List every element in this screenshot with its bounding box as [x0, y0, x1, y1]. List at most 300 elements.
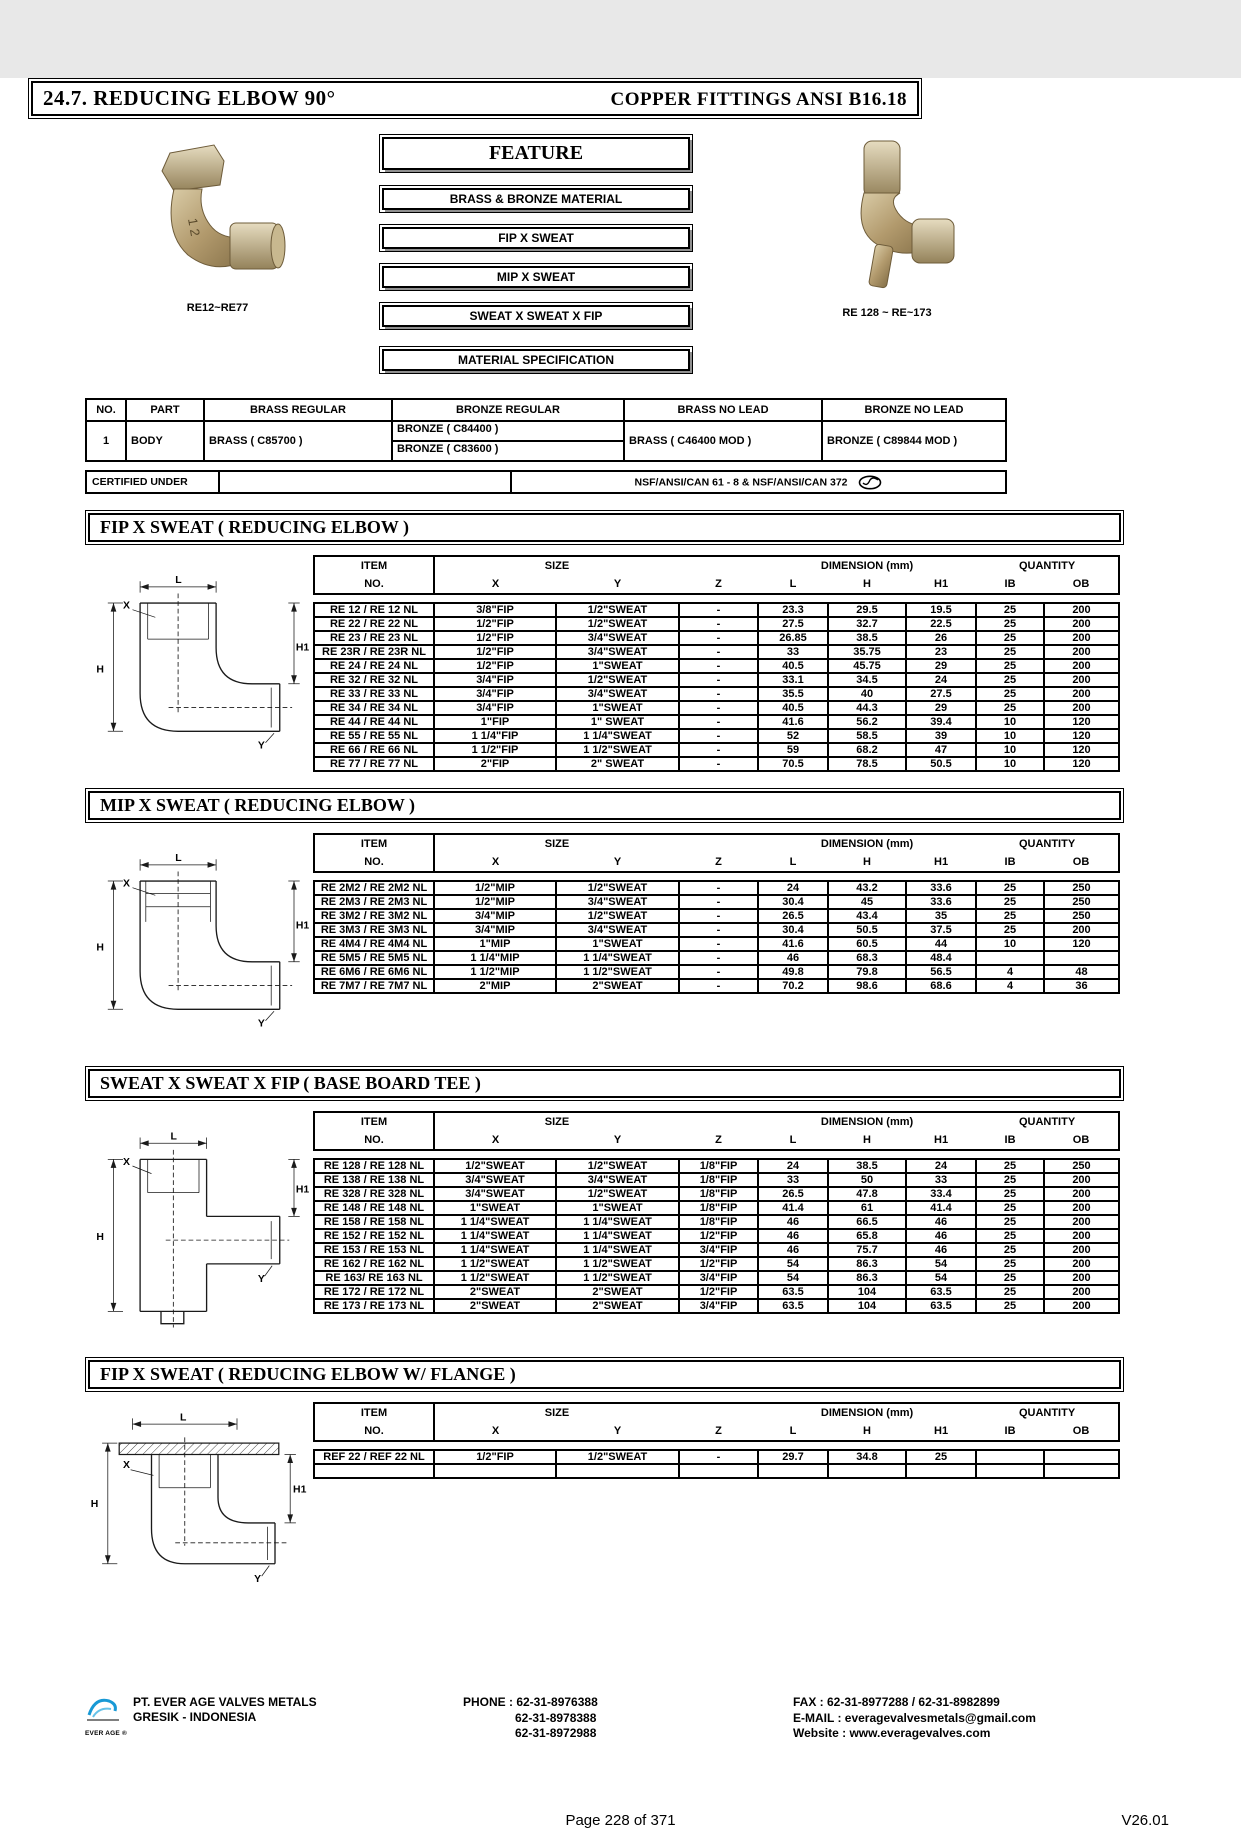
- col-group-dimension: DIMENSION (mm): [820, 838, 914, 850]
- phone-info: [463, 1695, 793, 1742]
- col-group-item: ITEM: [314, 834, 434, 853]
- table-cell: 3/4"FIP: [679, 1243, 758, 1257]
- table-cell: 32.7: [828, 617, 906, 631]
- feature-item-material-specification: MATERIAL SPECIFICATION: [382, 349, 690, 371]
- table-cell: 35.5: [758, 687, 828, 701]
- table-cell: 39: [906, 729, 976, 743]
- table-cell: 200: [1044, 701, 1119, 715]
- dimension-table-mip-x-sweat: [313, 880, 1120, 994]
- section-header-mip-x-sweat: [85, 788, 1124, 823]
- table-cell: RE 34 / RE 34 NL: [314, 701, 434, 715]
- table-cell: RE 77 / RE 77 NL: [314, 757, 434, 771]
- table-cell: 200: [1044, 603, 1119, 617]
- col-header-h1: H1: [934, 1134, 949, 1146]
- table-cell: 1/2"SWEAT: [434, 1159, 556, 1173]
- table-cell: 1 1/4"SWEAT: [556, 1229, 679, 1243]
- table-cell: 200: [1044, 673, 1119, 687]
- table-cell: 33.4: [906, 1187, 976, 1201]
- table-cell: 1/2"FIP: [434, 1450, 556, 1464]
- col-group-quantity: QUANTITY: [1018, 1116, 1076, 1128]
- table-cell: 34.8: [828, 1450, 906, 1464]
- table-cell: 86.3: [828, 1257, 906, 1271]
- dim-label-h: H: [96, 942, 104, 954]
- table-cell: -: [679, 645, 758, 659]
- table-cell: 1/2"SWEAT: [556, 909, 679, 923]
- table-cell: 70.5: [758, 757, 828, 771]
- table-cell: -: [679, 743, 758, 757]
- table-cell: 200: [1044, 687, 1119, 701]
- table-cell: [828, 1464, 906, 1478]
- table-row: [314, 1229, 1119, 1243]
- col-group-dimension: DIMENSION (mm): [820, 560, 914, 572]
- table-cell: 250: [1044, 881, 1119, 895]
- table-cell: 36: [1044, 979, 1119, 993]
- table-row: [314, 979, 1119, 993]
- table-row: [314, 1159, 1119, 1173]
- table-cell: -: [679, 923, 758, 937]
- dimension-table-sweat-x-sweat-x-fip: [313, 1158, 1120, 1314]
- table-cell: [679, 1464, 758, 1478]
- material-bronze-regular-1: BRONZE ( C84400 ): [393, 422, 623, 442]
- table-cell: 1/2"FIP: [434, 631, 556, 645]
- table-cell: -: [679, 603, 758, 617]
- table-cell: RE 172 / RE 172 NL: [314, 1285, 434, 1299]
- table-cell: -: [679, 937, 758, 951]
- table-cell: 1"MIP: [434, 937, 556, 951]
- table-cell: 25: [976, 1285, 1044, 1299]
- table-cell: 120: [1044, 729, 1119, 743]
- table-cell: 10: [976, 743, 1044, 757]
- col-group-dimension: DIMENSION (mm): [820, 1116, 914, 1128]
- table-cell: 65.8: [828, 1229, 906, 1243]
- table-row: [314, 951, 1119, 965]
- table-cell: 200: [1044, 645, 1119, 659]
- table-cell: 25: [976, 881, 1044, 895]
- table-cell: 1/8"FIP: [679, 1187, 758, 1201]
- intro-row: [85, 133, 1181, 388]
- table-cell: 25: [976, 895, 1044, 909]
- table-cell: 1 1/2"SWEAT: [556, 965, 679, 979]
- table-cell: 10: [976, 937, 1044, 951]
- table-cell: [758, 1464, 828, 1478]
- table-cell: 1 1/4"SWEAT: [434, 1229, 556, 1243]
- table-cell: 34.5: [828, 673, 906, 687]
- table-cell: 2"SWEAT: [556, 1285, 679, 1299]
- table-cell: [906, 1464, 976, 1478]
- table-cell: -: [679, 1450, 758, 1464]
- col-header-x: X: [491, 856, 500, 868]
- table-row: [314, 1271, 1119, 1285]
- technical-drawing-baseboard-tee: [85, 1111, 313, 1341]
- table-cell: 25: [976, 923, 1044, 937]
- table-cell: 78.5: [828, 757, 906, 771]
- table-cell: 1 1/4"SWEAT: [556, 1215, 679, 1229]
- table-row: [314, 687, 1119, 701]
- dim-label-h1: H1: [295, 642, 310, 654]
- table-cell: 70.2: [758, 979, 828, 993]
- table-cell: 46: [906, 1215, 976, 1229]
- table-cell: RE 6M6 / RE 6M6 NL: [314, 965, 434, 979]
- table-cell: 1 1/2"MIP: [434, 965, 556, 979]
- material-brass-regular: BRASS ( C85700 ): [204, 421, 392, 461]
- col-header: BRASS NO LEAD: [624, 399, 822, 421]
- table-cell: 59: [758, 743, 828, 757]
- table-cell: 25: [976, 1187, 1044, 1201]
- dim-label-y: Y: [257, 740, 265, 752]
- right-photo-caption: RE 128 ~ RE~173: [842, 307, 932, 319]
- table-cell: 44: [906, 937, 976, 951]
- table-row: [314, 1243, 1119, 1257]
- col-header-ib: IB: [1004, 856, 1016, 868]
- dim-label-y: Y: [254, 1573, 262, 1585]
- table-row: [314, 923, 1119, 937]
- table-row: [314, 757, 1119, 771]
- section-title-text: FIP X SWEAT ( REDUCING ELBOW W/ FLANGE ): [88, 1360, 1121, 1389]
- table-cell: 79.8: [828, 965, 906, 979]
- certification-text: NSF/ANSI/CAN 61 - 8 & NSF/ANSI/CAN 372: [634, 475, 848, 488]
- table-cell: 56.5: [906, 965, 976, 979]
- table-cell: 25: [976, 645, 1044, 659]
- table-cell: 1 1/2"SWEAT: [434, 1271, 556, 1285]
- table-cell: 3/4"SWEAT: [556, 895, 679, 909]
- dimension-table-header: [313, 1402, 1120, 1442]
- table-cell: 1/2"FIP: [679, 1285, 758, 1299]
- table-cell: 3/4"SWEAT: [556, 923, 679, 937]
- material-specification-table: [85, 398, 1007, 462]
- table-cell: 40.5: [758, 659, 828, 673]
- table-cell: 1/2"SWEAT: [556, 603, 679, 617]
- table-cell: 3/4"FIP: [434, 701, 556, 715]
- table-cell: RE 163/ RE 163 NL: [314, 1271, 434, 1285]
- table-cell: 37.5: [906, 923, 976, 937]
- table-cell: 22.5: [906, 617, 976, 631]
- table-cell: 23.3: [758, 603, 828, 617]
- table-cell: 86.3: [828, 1271, 906, 1285]
- table-cell: 3/4"SWEAT: [434, 1173, 556, 1187]
- col-header-ob: OB: [1072, 578, 1090, 590]
- table-cell: RE 23R / RE 23R NL: [314, 645, 434, 659]
- table-row: [314, 1201, 1119, 1215]
- table-cell: -: [679, 757, 758, 771]
- table-cell: 27.5: [758, 617, 828, 631]
- table-cell: [976, 1450, 1044, 1464]
- table-row: [314, 1187, 1119, 1201]
- feature-item: BRASS & BRONZE MATERIAL: [382, 188, 690, 210]
- table-row: [314, 1464, 1119, 1478]
- col-header-h1: H1: [934, 578, 949, 590]
- table-cell: 120: [1044, 715, 1119, 729]
- company-name: PT. EVER AGE VALVES METALS: [133, 1695, 317, 1709]
- col-group-dimension: DIMENSION (mm): [820, 1407, 914, 1419]
- col-group-size: SIZE: [544, 560, 570, 572]
- table-cell: 1/2"SWEAT: [556, 881, 679, 895]
- feature-title: FEATURE: [382, 137, 690, 170]
- table-cell: RE 55 / RE 55 NL: [314, 729, 434, 743]
- table-cell: -: [679, 715, 758, 729]
- table-cell: 200: [1044, 1285, 1119, 1299]
- dim-label-h1: H1: [295, 1184, 310, 1196]
- table-cell: 104: [828, 1299, 906, 1313]
- table-cell: RE 328 / RE 328 NL: [314, 1187, 434, 1201]
- table-cell: 39.4: [906, 715, 976, 729]
- col-header-no: NO.: [314, 1422, 434, 1441]
- company-location: GRESIK - INDONESIA: [133, 1710, 257, 1724]
- col-header-l: L: [789, 1134, 797, 1146]
- table-cell: -: [679, 687, 758, 701]
- table-cell: 250: [1044, 1159, 1119, 1173]
- table-cell: 2"SWEAT: [434, 1299, 556, 1313]
- table-cell: RE 22 / RE 22 NL: [314, 617, 434, 631]
- table-cell: 75.7: [828, 1243, 906, 1257]
- table-row: [314, 1257, 1119, 1271]
- dim-label-y: Y: [257, 1273, 265, 1285]
- table-cell: 2"SWEAT: [434, 1285, 556, 1299]
- table-cell: RE 4M4 / RE 4M4 NL: [314, 937, 434, 951]
- table-cell: 3/4"SWEAT: [434, 1187, 556, 1201]
- certified-under-bar: [85, 470, 1007, 494]
- table-cell: 1"SWEAT: [556, 659, 679, 673]
- table-cell: 25: [976, 1299, 1044, 1313]
- table-cell: 49.8: [758, 965, 828, 979]
- col-header-h: H: [863, 1134, 871, 1146]
- table-cell: 26.85: [758, 631, 828, 645]
- table-cell: 2" SWEAT: [556, 757, 679, 771]
- table-cell: 29.5: [828, 603, 906, 617]
- table-cell: 30.4: [758, 923, 828, 937]
- table-cell: -: [679, 617, 758, 631]
- col-header-y: Y: [613, 856, 622, 868]
- table-cell: 63.5: [906, 1285, 976, 1299]
- col-header-ib: IB: [1004, 578, 1016, 590]
- col-group-quantity: QUANTITY: [1018, 1407, 1076, 1419]
- table-cell: 1/2"FIP: [434, 617, 556, 631]
- material-no: 1: [86, 421, 126, 461]
- table-cell: 25: [976, 1271, 1044, 1285]
- table-cell: 1/2"SWEAT: [556, 1159, 679, 1173]
- technical-drawing-elbow-flange: [85, 1402, 313, 1607]
- table-cell: RE 152 / RE 152 NL: [314, 1229, 434, 1243]
- table-cell: 1 1/4"SWEAT: [434, 1243, 556, 1257]
- table-cell: RE 3M2 / RE 3M2 NL: [314, 909, 434, 923]
- table-cell: RE 158 / RE 158 NL: [314, 1215, 434, 1229]
- dimension-table-fip-x-sweat: [313, 602, 1120, 772]
- table-cell: 29: [906, 701, 976, 715]
- left-photo-block: [85, 133, 350, 388]
- col-header: NO.: [86, 399, 126, 421]
- table-cell: 120: [1044, 743, 1119, 757]
- material-bronze-regular-2: BRONZE ( C83600 ): [397, 443, 499, 455]
- col-header-x: X: [491, 1425, 500, 1437]
- table-cell: 200: [1044, 923, 1119, 937]
- table-cell: 120: [1044, 937, 1119, 951]
- table-cell: -: [679, 673, 758, 687]
- col-header-z: Z: [715, 578, 722, 590]
- table-cell: 200: [1044, 1271, 1119, 1285]
- catalog-page: [0, 78, 1241, 1832]
- table-cell: 35.75: [828, 645, 906, 659]
- col-header-y: Y: [613, 1425, 622, 1437]
- table-cell: 200: [1044, 631, 1119, 645]
- dim-label-h: H: [96, 1232, 104, 1244]
- table-cell: 200: [1044, 1299, 1119, 1313]
- table-cell: 250: [1044, 909, 1119, 923]
- table-cell: 47.8: [828, 1187, 906, 1201]
- dim-label-h1: H1: [293, 1484, 307, 1496]
- table-row: [314, 659, 1119, 673]
- table-cell: 68.6: [906, 979, 976, 993]
- table-row: [314, 631, 1119, 645]
- dim-label-h: H: [90, 1498, 99, 1510]
- table-cell: 3/4"FIP: [679, 1271, 758, 1285]
- fax-line: FAX : 62-31-8977288 / 62-31-8982899: [793, 1695, 1000, 1709]
- table-cell: 1 1/2"SWEAT: [556, 1271, 679, 1285]
- standard-title: COPPER FITTINGS ANSI B16.18: [610, 89, 907, 110]
- dim-label-l: L: [180, 1412, 187, 1424]
- table-cell: RE 24 / RE 24 NL: [314, 659, 434, 673]
- material-brass-no-lead: BRASS ( C46400 MOD ): [624, 421, 822, 461]
- table-cell: RE 173 / RE 173 NL: [314, 1299, 434, 1313]
- dim-label-y: Y: [257, 1018, 265, 1030]
- table-cell: 48.4: [906, 951, 976, 965]
- table-cell: 25: [976, 1173, 1044, 1187]
- dim-label-l: L: [170, 1131, 177, 1143]
- table-cell: 1 1/2"SWEAT: [556, 1257, 679, 1271]
- table-cell: 54: [758, 1271, 828, 1285]
- table-cell: -: [679, 895, 758, 909]
- table-cell: 2"SWEAT: [556, 979, 679, 993]
- product-photo-right-image: [812, 133, 962, 298]
- table-cell: 29: [906, 659, 976, 673]
- table-cell: 25: [976, 701, 1044, 715]
- table-cell: 29.7: [758, 1450, 828, 1464]
- dim-label-x: X: [123, 878, 130, 890]
- table-cell: 50.5: [828, 923, 906, 937]
- table-cell: 41.6: [758, 937, 828, 951]
- dim-label-h1: H1: [295, 920, 310, 932]
- table-cell: 25: [976, 631, 1044, 645]
- table-cell: 10: [976, 729, 1044, 743]
- table-cell: RE 162 / RE 162 NL: [314, 1257, 434, 1271]
- col-header-y: Y: [613, 578, 622, 590]
- product-photo-left-image: [118, 133, 318, 293]
- table-cell: [434, 1464, 556, 1478]
- table-cell: 25: [976, 1215, 1044, 1229]
- table-cell: 3/4"SWEAT: [556, 687, 679, 701]
- table-cell: 24: [758, 1159, 828, 1173]
- table-cell: 1/8"FIP: [679, 1201, 758, 1215]
- table-cell: 40: [828, 687, 906, 701]
- table-cell: [976, 951, 1044, 965]
- section-title-text: MIP X SWEAT ( REDUCING ELBOW ): [88, 791, 1121, 820]
- table-cell: 54: [906, 1271, 976, 1285]
- table-cell: 41.4: [758, 1201, 828, 1215]
- feature-item: FIP X SWEAT: [382, 227, 690, 249]
- table-cell: 1"FIP: [434, 715, 556, 729]
- table-cell: 63.5: [906, 1299, 976, 1313]
- svg-text:1 2: 1 2: [184, 216, 203, 238]
- table-cell: 120: [1044, 757, 1119, 771]
- table-cell: 1"SWEAT: [556, 701, 679, 715]
- table-cell: 2"SWEAT: [556, 1299, 679, 1313]
- table-row: [314, 1173, 1119, 1187]
- table-row: [314, 617, 1119, 631]
- col-header: PART: [126, 399, 204, 421]
- table-cell: 1/2"SWEAT: [556, 1450, 679, 1464]
- table-cell: 10: [976, 715, 1044, 729]
- table-cell: RE 128 / RE 128 NL: [314, 1159, 434, 1173]
- table-cell: 1 1/4"SWEAT: [556, 951, 679, 965]
- table-cell: 46: [906, 1243, 976, 1257]
- col-header-ob: OB: [1072, 856, 1090, 868]
- col-header-x: X: [491, 578, 500, 590]
- table-cell: 46: [758, 1243, 828, 1257]
- table-row: [314, 937, 1119, 951]
- table-cell: RE 153 / RE 153 NL: [314, 1243, 434, 1257]
- table-cell: RE 32 / RE 32 NL: [314, 673, 434, 687]
- table-cell: 10: [976, 757, 1044, 771]
- col-header-l: L: [789, 856, 797, 868]
- table-row: [314, 645, 1119, 659]
- technical-drawing-elbow-mip: [85, 833, 313, 1050]
- table-cell: 63.5: [758, 1299, 828, 1313]
- table-cell: 4: [976, 965, 1044, 979]
- table-cell: 35: [906, 909, 976, 923]
- table-cell: 1/2"SWEAT: [556, 673, 679, 687]
- dim-label-l: L: [175, 575, 182, 587]
- table-cell: [976, 1464, 1044, 1478]
- table-cell: 200: [1044, 617, 1119, 631]
- table-cell: 68.2: [828, 743, 906, 757]
- table-cell: 60.5: [828, 937, 906, 951]
- table-cell: 4: [976, 979, 1044, 993]
- table-cell: RE 33 / RE 33 NL: [314, 687, 434, 701]
- col-header-h: H: [863, 578, 871, 590]
- table-row: [314, 1450, 1119, 1464]
- table-cell: 33.6: [906, 895, 976, 909]
- table-row: [314, 1215, 1119, 1229]
- table-cell: 63.5: [758, 1285, 828, 1299]
- table-cell: 1"SWEAT: [556, 937, 679, 951]
- table-cell: 19.5: [906, 603, 976, 617]
- table-cell: 1/8"FIP: [679, 1173, 758, 1187]
- table-cell: 25: [976, 1159, 1044, 1173]
- dimension-table-header: [313, 833, 1120, 873]
- table-cell: RE 5M5 / RE 5M5 NL: [314, 951, 434, 965]
- certified-empty-cell: [219, 471, 511, 493]
- table-row: [314, 729, 1119, 743]
- col-group-size: SIZE: [544, 1407, 570, 1419]
- table-cell: 25: [976, 1243, 1044, 1257]
- table-cell: 2"FIP: [434, 757, 556, 771]
- table-cell: 33.6: [906, 881, 976, 895]
- table-cell: 25: [976, 909, 1044, 923]
- table-cell: 98.6: [828, 979, 906, 993]
- table-cell: 3/4"SWEAT: [556, 631, 679, 645]
- table-cell: 46: [758, 1229, 828, 1243]
- table-cell: 1/2"FIP: [679, 1257, 758, 1271]
- certified-under-value: [511, 471, 1006, 493]
- table-cell: 48: [1044, 965, 1119, 979]
- feature-item: MIP X SWEAT: [382, 266, 690, 288]
- table-cell: 25: [906, 1450, 976, 1464]
- table-cell: 26.5: [758, 909, 828, 923]
- table-cell: 50: [828, 1173, 906, 1187]
- dimension-table-flange: [313, 1449, 1120, 1479]
- col-header-h: H: [863, 856, 871, 868]
- col-header-no: NO.: [314, 1131, 434, 1150]
- table-cell: RE 66 / RE 66 NL: [314, 743, 434, 757]
- table-row: [314, 895, 1119, 909]
